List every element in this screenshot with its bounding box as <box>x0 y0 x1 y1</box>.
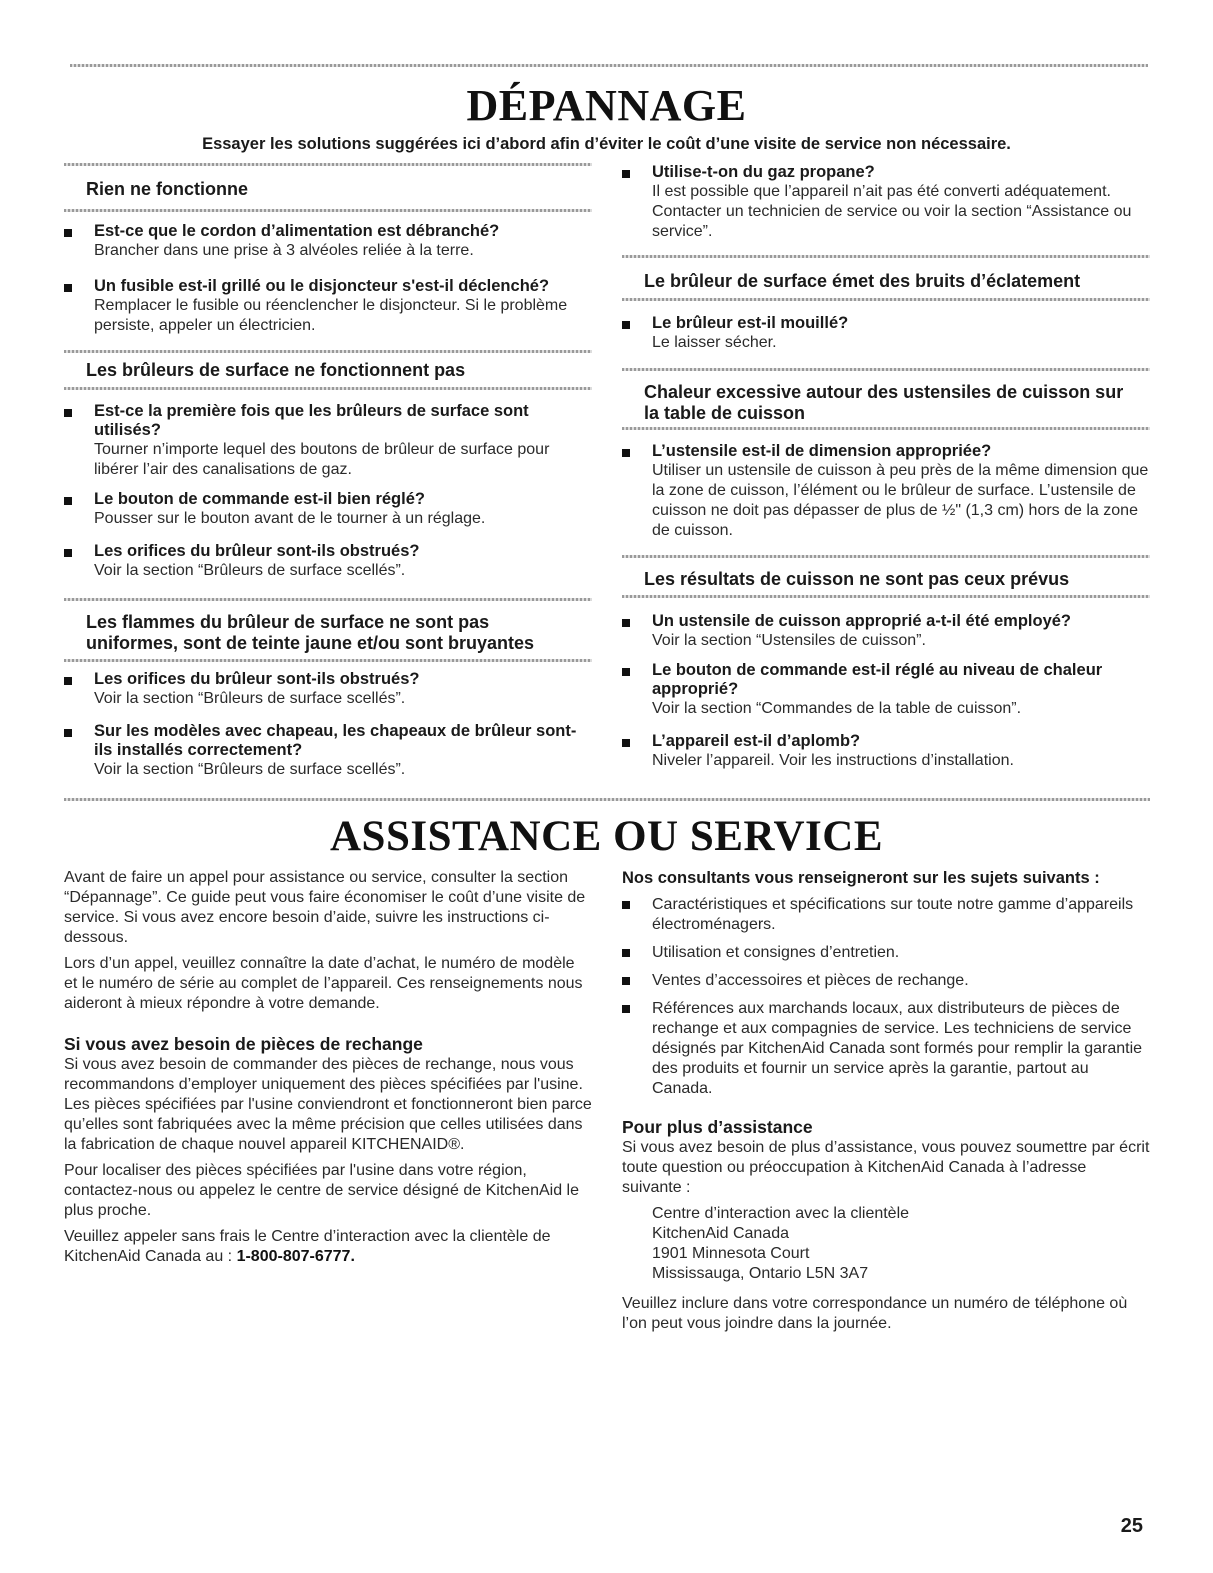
question-item: Sur les modèles avec chapeau, les chapeaux de brûleur sont-ils installés correctement? Voir la section “Brûleurs de surface scellés”. <box>64 722 592 780</box>
bullet-icon <box>64 497 72 505</box>
list-item: Références aux marchands locaux, aux distributeurs de pièces de rechange et aux compagnies de service. Les techniciens de service désignés par KitchenAid Canada sont formés pour remplir la garantie des produits et fournir un service après la garantie, partout au Canada. <box>622 999 1150 1099</box>
mailing-address: Centre d’interaction avec la clientèle KitchenAid Canada 1901 Minnesota Court Mississauga, Ontario L5N 3A7 <box>652 1205 910 1282</box>
question-item: L’ustensile est-il de dimension appropriée? Utiliser un ustensile de cuisson à peu près de la même dimension que la zone de cuisson, l’élément ou le brûleur de surface. L’ustensile de cuisson ne doit pas dépasser de plus de ½" (1,3 cm) hors de la zone de cuisson. <box>622 442 1150 541</box>
bullet-icon <box>622 668 630 676</box>
parts-paragraph: Veuillez appeler sans frais le Centre d’interaction avec la clientèle de KitchenAid Canada au : 1-800-807-6777. <box>64 1228 551 1265</box>
assistance-right-column <box>622 868 1150 1334</box>
bullet-icon <box>622 739 630 747</box>
intro-paragraph: Avant de faire un appel pour assistance ou service, consulter la section “Dépannage”. Ce guide peut vous faire économiser le coût d’une visite de service. Si vous avez encore besoin d’aide, suivre les instructions ci-dessous. <box>64 869 586 946</box>
section-heading: Les résultats de cuisson ne sont pas ceux prévus <box>644 569 1070 589</box>
more-assistance-paragraph: Veuillez inclure dans votre correspondance un numéro de téléphone où l’on peut vous joindre dans la journée. <box>622 1295 1128 1332</box>
list-item: Utilisation et consignes d’entretien. <box>622 943 1150 963</box>
page-number: 25 <box>1120 1515 1143 1537</box>
question-item: L’appareil est-il d’aplomb? Niveler l’appareil. Voir les instructions d’installation. <box>622 732 1150 771</box>
question-item: Est-ce la première fois que les brûleurs de surface sont utilisés? Tourner n’importe lequel des boutons de brûleur de surface pour libérer l’air des canalisations de gaz. <box>64 402 592 480</box>
section-heading: Les brûleurs de surface ne fonctionnent pas <box>86 360 466 380</box>
section-heading: Les flammes du brûleur de surface ne sont pas uniformes, sont de teinte jaune et/ou sont bruyantes <box>86 612 535 653</box>
section-heading: Chaleur excessive autour des ustensiles de cuisson sur la table de cuisson <box>644 382 1124 423</box>
bullet-icon <box>622 170 630 178</box>
assistance-left-column <box>64 868 592 1267</box>
parts-heading: Si vous avez besoin de pièces de rechange <box>64 1034 423 1054</box>
section-heading: Rien ne fonctionne <box>86 179 248 199</box>
bullet-icon <box>64 677 72 685</box>
depannage-subtitle: Essayer les solutions suggérées ici d’abord afin d’éviter le coût d’une visite de service non nécessaire. <box>202 135 1011 153</box>
bullet-icon <box>622 449 630 457</box>
parts-paragraph: Pour localiser des pièces spécifiées par l'usine dans votre région, contactez-nous ou appelez le centre de service désigné de KitchenAid le plus proche. <box>64 1162 579 1219</box>
bullet-icon <box>622 619 630 627</box>
question-item: Est-ce que le cordon d’alimentation est débranché? Brancher dans une prise à 3 alvéoles reliée à la terre. <box>64 222 592 261</box>
bullet-icon <box>622 1005 630 1013</box>
bullet-icon <box>64 729 72 737</box>
section-divider <box>64 798 1150 801</box>
top-rule <box>70 64 1148 67</box>
bullet-icon <box>622 321 630 329</box>
bullet-icon <box>64 284 72 292</box>
phone-number: 1-800-807-6777. <box>236 1248 355 1265</box>
bullet-icon <box>622 977 630 985</box>
bullet-icon <box>622 949 630 957</box>
consult-heading: Nos consultants vous renseigneront sur les sujets suivants : <box>622 869 1100 887</box>
question-item: Le bouton de commande est-il réglé au niveau de chaleur approprié? Voir la section “Commandes de la table de cuisson”. <box>622 661 1150 719</box>
list-item: Caractéristiques et spécifications sur toute notre gamme d’appareils électroménagers. <box>622 895 1150 935</box>
question-item: Utilise-t-on du gaz propane? Il est possible que l’appareil n’ait pas été converti adéquatement. Contacter un technicien de service ou voir la section “Assistance ou service”. <box>622 163 1150 242</box>
parts-paragraph: Si vous avez besoin de commander des pièces de rechange, nous vous recommandons d’employer uniquement des pièces spécifiées par l'usine. Les pièces spécifiées par l'usine conviendront et fonctionneront bien parce qu’elles sont fabriquées avec la même précision que celles utilisées dans la fabrication de chaque nouvel appareil KITCHENAID®. <box>64 1056 592 1153</box>
intro-paragraph: Lors d’un appel, veuillez connaître la date d’achat, le numéro de modèle et le numéro de série au complet de l’appareil. Ces renseignements nous aideront à mieux répondre à votre demande. <box>64 955 583 1012</box>
bullet-icon <box>64 229 72 237</box>
question-item: Le brûleur est-il mouillé? Le laisser sécher. <box>622 314 1150 353</box>
bullet-icon <box>64 549 72 557</box>
section-heading: Le brûleur de surface émet des bruits d’éclatement <box>644 271 1081 291</box>
bullet-icon <box>64 409 72 417</box>
question-item: Un ustensile de cuisson approprié a-t-il été employé? Voir la section “Ustensiles de cuisson”. <box>622 612 1150 651</box>
question-item: Un fusible est-il grillé ou le disjoncteur s'est-il déclenché? Remplacer le fusible ou réenclencher le disjoncteur. Si le problème persiste, appeler un électricien. <box>64 277 592 336</box>
question-item: Les orifices du brûleur sont-ils obstrués? Voir la section “Brûleurs de surface scellés”. <box>64 670 592 709</box>
more-assistance-heading: Pour plus d’assistance <box>622 1117 813 1137</box>
question-item: Les orifices du brûleur sont-ils obstrués? Voir la section “Brûleurs de surface scellés”. <box>64 542 592 581</box>
bullet-icon <box>622 901 630 909</box>
more-assistance-paragraph: Si vous avez besoin de plus d’assistance, vous pouvez soumettre par écrit toute question ou préoccupation à KitchenAid Canada à l’adresse suivante : <box>622 1139 1150 1196</box>
question-item: Le bouton de commande est-il bien réglé? Pousser sur le bouton avant de le tourner à un réglage. <box>64 490 592 529</box>
assistance-title: ASSISTANCE OU SERVICE <box>329 813 884 860</box>
depannage-title: DÉPANNAGE <box>466 81 747 130</box>
list-item: Ventes d’accessoires et pièces de rechange. <box>622 971 1150 991</box>
